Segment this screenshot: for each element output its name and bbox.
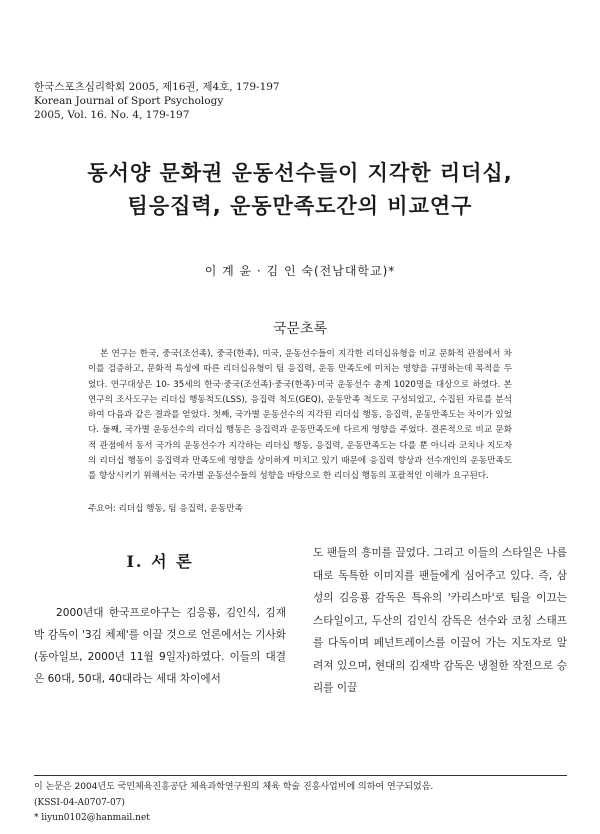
journal-citation xyxy=(34,80,280,122)
section-heading-introduction: I. 서 론 xyxy=(126,552,194,571)
footnotes xyxy=(34,780,433,827)
footnote-funding: 이 논문은 2004년도 국민체육진흥공단 체육과학연구원의 체육 학술 진흥사업비에 의하여 연구되었음. xyxy=(34,782,434,792)
journal-line-volume: 2005, Vol. 16. No. 4, 179-197 xyxy=(34,109,190,121)
author-line: 이 계 윤 · 김 인 숙(전남대학교)* xyxy=(204,264,396,278)
journal-line-korean: 한국스포츠심리학회 2005, 제16권, 제4호, 179-197 xyxy=(34,81,280,93)
body-column-right: 도 팬들의 흥미를 끌었다. 그리고 이들의 스타일은 나름대로 독특한 이미지를 팬들에게 심어주고 있다. 즉, 삼성의 김응룡 감독은 특유의 '카리스마'로 팀을 이끄는 스타일이고, 두산의 김인식 감독은 선수와 코칭 스태프를 다독이며 페넌트레이스를 이끌어 가는 지도자로 알려져 있으며, 현대의 김재박 감독은 냉철한 작전으로 승리를 이끌 xyxy=(313,547,567,694)
abstract-heading: 국문초록 xyxy=(272,321,328,337)
paper-title-line-2: 팀응집력, 운동만족도간의 비교연구 xyxy=(127,194,473,218)
footnote-divider xyxy=(34,775,567,776)
abstract-body: 본 연구는 한국, 중국(조선족), 중국(한족), 미국, 운동선수들이 지각한 리더십유형을 비교 문화적 관점에서 차이를 검증하고, 문화적 특성에 따른 리더십유형이 팀 응집력, 운동 만족도에 미치는 영향을 규명하는데 목적을 두었다. 연구대상은 10- 35세의 한국·중국(조선족)·중국(한족)·미국 운동선수 총계 1020명을 대상으로 하였다. 본 연구의 조사도구는 리더십 행동척도(LSS), 응집력 척도(GEQ), 운동만족 척도로 구성되었고, 수집된 자료를 분석하여 다음과 같은 결과를 얻었다. 첫째, 국가별 운동선수의 지각된 리더십 행동, 응집력, 운동만족도는 차이가 있었다. 둘째, 국가별 운동선수의 리더십 행동은 응집력과 운동만족도에 다르게 영향을 주었다. 결론적으로 비교 문화적 관점에서 동서 국가의 운동선수가 지각하는 리더십 행동, 응집력, 운동만족도는 다를 뿐 아니라 코치나 지도자의 리더십 행동이 응집력과 만족도에 영향을 상이하게 미치고 있기 때문에 응집력 향상과 선수개인의 운동만족도를 향상시키기 위해서는 국가별 운동선수들의 성향을 바탕으로 한 리더십 행동의 포괄적인 이해가 요구된다. xyxy=(88,349,512,482)
body-column-left: 2000년대 한국프로야구는 김응룡, 김인식, 김재박 감독이 '3김 체제'를 이끌 것으로 언론에서는 기사화(동아일보, 2000년 11월 9일자)하였다. 이들의 대결은 60대, 50대, 40대라는 세대 차이에서 xyxy=(34,607,286,685)
paper-title-line-1: 동서양 문화권 운동선수들이 지각한 리더십, xyxy=(87,161,513,185)
keywords: 주요어: 리더십 행동, 팀 응집력, 운동만족 xyxy=(88,504,243,514)
journal-line-english: Korean Journal of Sport Psychology xyxy=(34,95,224,107)
footnote-email: * liyun0102@hanmail.net xyxy=(34,813,150,823)
footnote-grant-code: (KSSI-04-A0707-07) xyxy=(34,797,125,808)
